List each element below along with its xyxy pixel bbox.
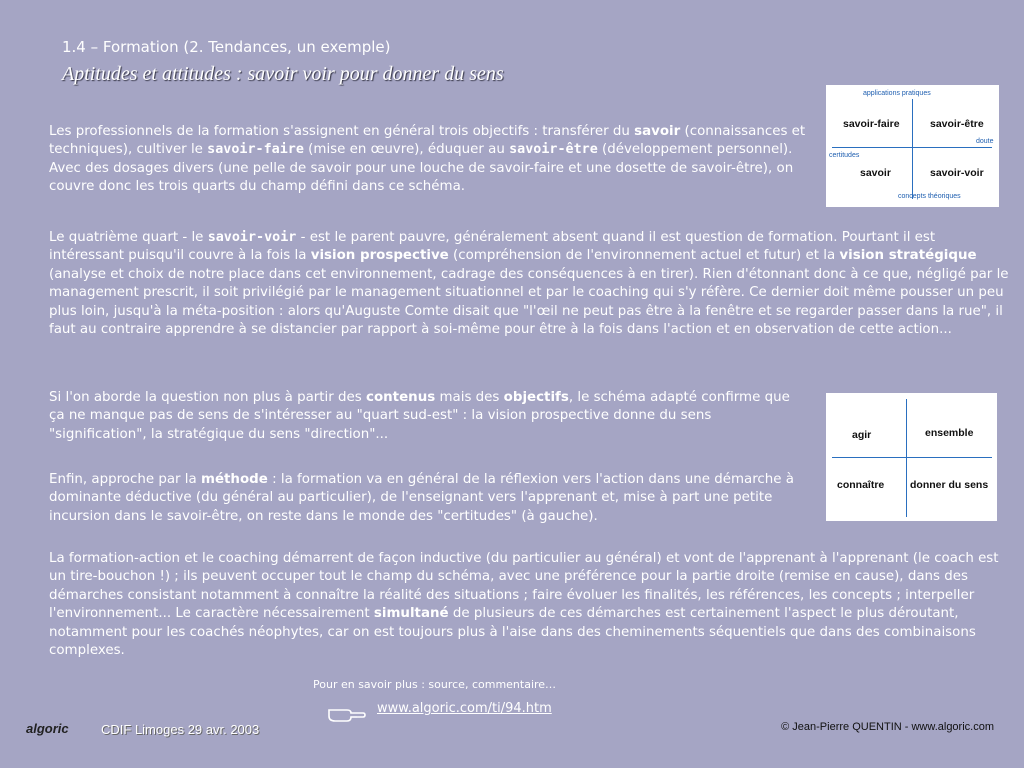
vertical-axis	[906, 399, 907, 517]
text: , le schéma adapté confirme que ça ne manque pas de sens de s'intéresser au "quart sud-est" : la vision prospective donne du sens "signification", la stratégique du sens "direction"...	[49, 390, 790, 442]
source-link[interactable]: www.algoric.com/ti/94.htm	[377, 701, 552, 716]
paragraph-savoir-voir	[49, 229, 1014, 339]
event-label: CDIF Limoges 29 avr. 2003	[101, 722, 260, 737]
paragraph-objectives	[49, 123, 819, 197]
axis-label-right: doute	[976, 138, 994, 145]
text: La formation-action et le coaching démarrent de façon inductive (du particulier au général) et vont de l'apprenant à l'apprenant (le coach est un tire-bouchon !) ; ils peuvent occuper tout le champ du schéma, avec une préférence pour la partie droite (remise en cause), dans des démarches consistant notamment à connaître la réalité des situations ; faire évoluer les finalités, les références, les concepts ; interpeller l'environnement... Le caractère nécessairement	[49, 551, 999, 622]
section-subtitle: 1.4 – Formation (2. Tendances, un exemple)	[62, 38, 391, 56]
bold-savoir-voir: savoir-voir	[207, 230, 297, 245]
vertical-axis	[912, 99, 913, 199]
bold-contenus: contenus	[366, 390, 436, 405]
quadrant-top-right: savoir-être	[930, 118, 984, 130]
text: : la formation va en général de la réflexion vers l'action dans une démarche à dominante déductive (du général au particulier), de l'enseignant vers l'apprenant et, mise à part une petite incursion dans le savoir-être, on reste dans le monde des "certitudes" (à gauche).	[49, 472, 794, 524]
source-note: Pour en savoir plus : source, commentaire…	[313, 678, 557, 691]
text: (compréhension de l'environnement actuel et futur) et la	[448, 248, 840, 264]
text: (mise en œuvre), éduquer au	[303, 142, 510, 158]
text: Le quatrième quart - le	[49, 230, 208, 245]
text: (analyse et choix de notre place dans cet environnement, cadrage des conséquences à en tirer). Rien d'étonnant donc à ce que, négligé par le management prescrit, il soit privilégié par le management situationnel et par le coaching qui s'y réfère. Ce dernier doit même pousser un peu plus loin, jusqu'à la méta-position : alors qu'Auguste Comte disait que "l'œil ne peut pas être à la fenêtre et se regarder passer dans la rue", il faut au contraire apprendre à se distancier par rapport à soi-même pour être à la fois dans l'action et en observation de cette action...	[49, 266, 1009, 338]
text: (connaissances et techniques), cultiver le	[49, 124, 806, 158]
bold-savoir: savoir	[634, 124, 681, 139]
text: - est le parent pauvre, généralement absent quand il est question de formation. Pourtant il est intéressant puisqu'il couvre à la fois la	[49, 230, 936, 264]
paragraph-methode	[49, 471, 799, 526]
quadrant-bottom-right: savoir-voir	[930, 167, 984, 179]
pointing-hand-icon	[327, 702, 367, 724]
axis-label-left: certitudes	[829, 152, 860, 159]
text: (développement personnel). Avec des dosages divers (une pelle de savoir pour une louche de savoir-faire et une dosette de savoir-être), on couvre donc les trois quarts du champ défini dans ce schéma.	[49, 142, 794, 195]
text: Les professionnels de la formation s'assignent en général trois objectifs : transférer du	[49, 124, 635, 139]
copyright: © Jean-Pierre QUENTIN - www.algoric.com	[781, 721, 994, 733]
text: mais des	[435, 390, 504, 405]
page-title: Aptitudes et attitudes : savoir voir pour donner du sens	[62, 63, 504, 85]
text: Enfin, approche par la	[49, 472, 201, 487]
axis-label-bottom: concepts théoriques	[898, 193, 961, 200]
horizontal-axis	[832, 457, 992, 458]
bold-vision-strategique: vision stratégique	[839, 248, 977, 264]
schema-savoirs	[826, 85, 999, 207]
bold-objectifs: objectifs	[503, 390, 569, 405]
bold-vision-prospective: vision prospective	[310, 248, 449, 264]
paragraph-formation-action	[49, 550, 1014, 660]
quadrant-top-right: ensemble	[925, 427, 974, 439]
horizontal-axis	[832, 147, 992, 148]
bold-savoir-faire: savoir-faire	[207, 142, 304, 158]
quadrant-bottom-right: donner du sens	[910, 479, 989, 491]
schema-objectifs	[826, 393, 997, 521]
text: Si l'on aborde la question non plus à partir des	[49, 390, 367, 405]
quadrant-bottom-left: connaître	[837, 479, 885, 491]
paragraph-objectifs	[49, 389, 809, 444]
quadrant-bottom-left: savoir	[860, 167, 891, 179]
quadrant-top-left: agir	[852, 429, 872, 441]
text: de plusieurs de ces démarches est certainement l'aspect le plus déroutant, notamment pour les coachés néophytes, car on est toujours plus à l'aise dans des cheminements séquentiels que dans des combinaisons complexes.	[49, 606, 976, 659]
algoric-logo: algoric	[26, 721, 69, 736]
bold-methode: méthode	[201, 472, 268, 487]
bold-simultane: simultané	[373, 606, 449, 622]
bold-savoir-etre: savoir-être	[509, 142, 598, 158]
axis-label-top: applications pratiques	[863, 90, 931, 97]
quadrant-top-left: savoir-faire	[843, 118, 900, 130]
